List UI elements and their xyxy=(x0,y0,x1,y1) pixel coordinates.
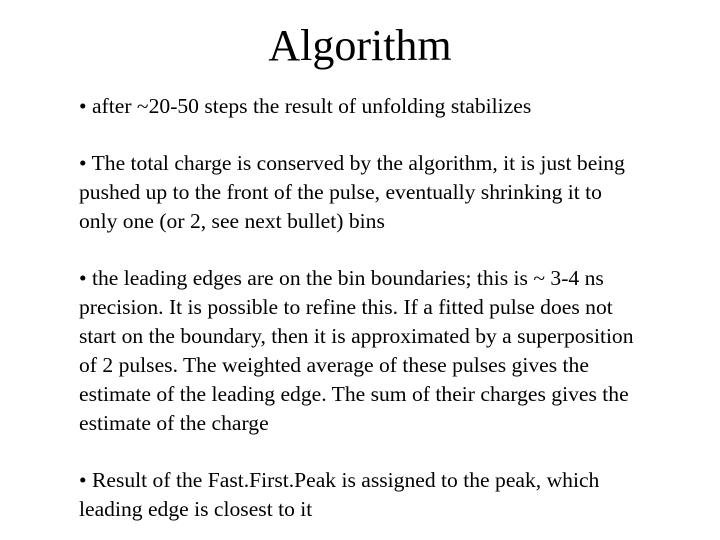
bullet-text: after ~20-50 steps the result of unfolding stabilizes xyxy=(91,94,532,118)
bullet-marker: • xyxy=(79,94,92,118)
bullet-marker: • xyxy=(79,468,92,492)
bullet-text: the leading edges are on the bin boundaries; this is ~ 3-4 ns precision. It is possible to refine this. If a fitted pulse does not start on the boundary, then it is approximated by a superposition of 2 pulses. The weighted average of these pulses gives the estimate of the leading edge. The sum of their charges gives the estimate of the charge xyxy=(79,266,634,435)
bullet-text: Result of the Fast.First.Peak is assigned to the peak, which leading edge is closest to it xyxy=(79,468,600,521)
slide-title: Algorithm xyxy=(268,21,452,70)
bullet-marker: • xyxy=(79,151,92,175)
bullet-item-total-charge xyxy=(79,149,639,236)
bullet-marker: • xyxy=(79,266,92,290)
bullet-list xyxy=(79,92,639,524)
bullet-text: The total charge is conserved by the algorithm, it is just being pushed up to the front of the pulse, eventually shrinking it to only one (or 2, see next bullet) bins xyxy=(79,151,625,233)
bullet-item-unfolding-steps xyxy=(79,92,639,121)
bullet-item-leading-edges xyxy=(79,264,639,438)
bullet-item-fast-first-peak xyxy=(79,466,639,524)
